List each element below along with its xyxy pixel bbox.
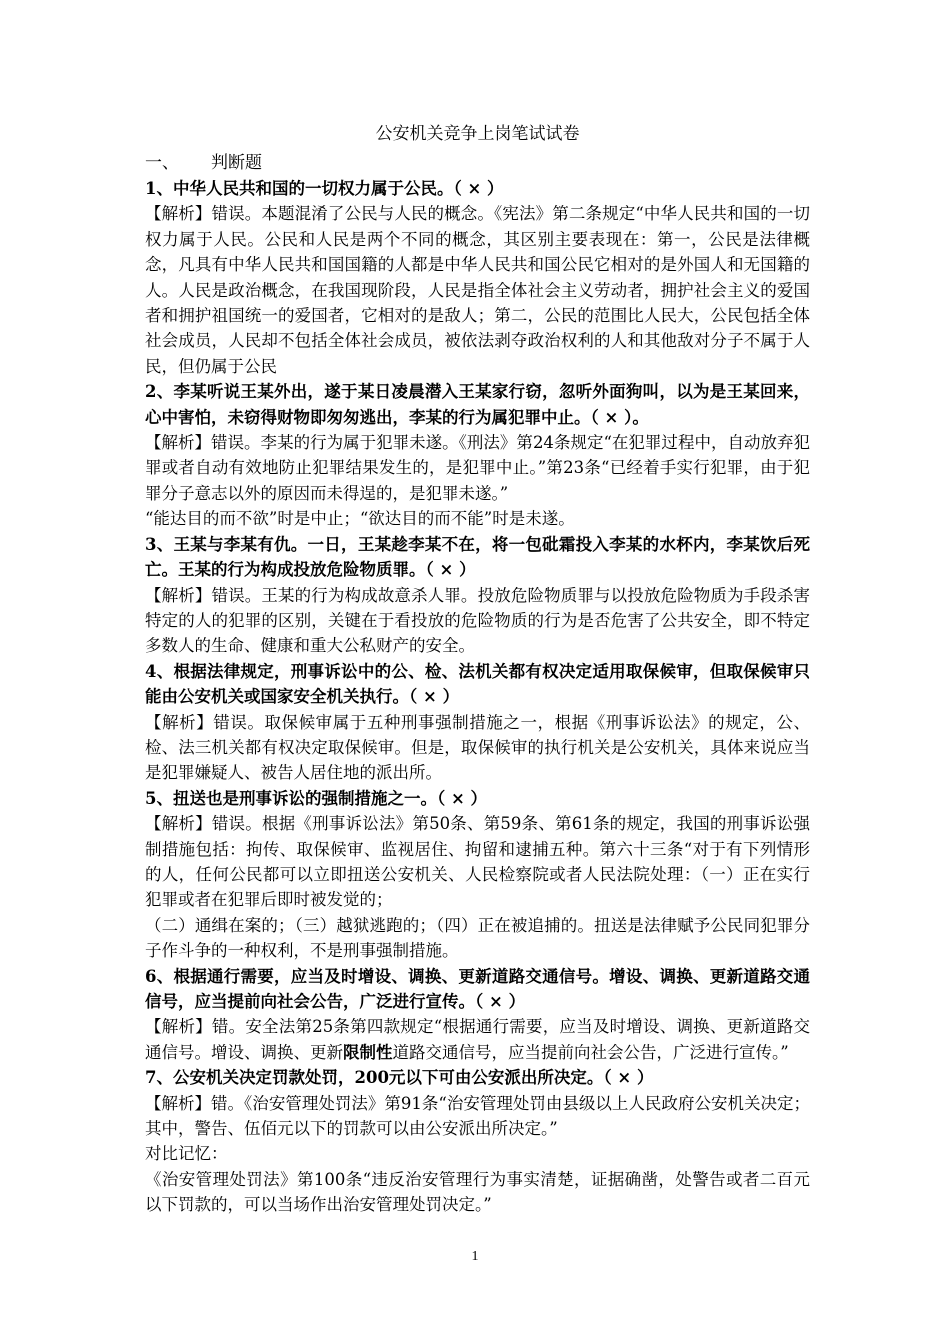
page-number: 1: [471, 1249, 479, 1264]
answer-1: 【解析】错误。本题混淆了公民与人民的概念。《宪法》第二条规定“中华人民共和国的一切权力属于人民。公民和人民是两个不同的概念，其区别主要表现在：第一，公民是法律概念，凡具有中华人民共和国国籍的人都是中华人民共和国公民它相对的是外国人和无国籍的人。人民是政治概念，在我国现阶段，人民是指全体社会主义劳动者，拥护社会主义的爱国者和拥护祖国统一的爱国者，它相对的是敌人；第二，公民的范围比人民大，公民包括全体社会成员，人民却不包括全体社会成员，被依法剥夺政治权利的人和其他敌对分子不属于人民，但仍属于公民: [145, 204, 810, 376]
answer-4: 【解析】错误。取保候审属于五种刑事强制措施之一，根据《刑事诉讼法》的规定，公、检、法三机关都有权决定取保候审。但是，取保候审的执行机关是公安机关，具体来说应当是犯罪嫌疑人、被告人居住地的派出所。: [145, 712, 810, 783]
question-3: 3、王某与李某有仇。一日，王某趁李某不在，将一包砒霜投入李某的水杯内，李某饮后死亡。王某的行为构成投放危险物质罪。（ × ）: [145, 534, 810, 580]
answer-5: 【解析】错误。根据《刑事诉讼法》第50条、第59条、第61条的规定，我国的刑事诉讼强制措施包括：拘传、取保候审、监视居住、拘留和逮捕五种。第六十三条“对于有下列情形的人，任何公民都可以立即扭送公安机关、人民检察院或者人民法院处理：（一）正在实行犯罪或者在犯罪后即时被发觉的；: [145, 814, 810, 910]
question-2: 2、李某听说王某外出，遂于某日凌晨潜入王某家行窃，忽听外面狗叫，以为是王某回来，心中害怕，未窃得财物即匆匆逃出，李某的行为属犯罪中止。（ × ）。: [145, 382, 810, 427]
compare-text: 《治安管理处罚法》第100条“违反治安管理行为事实清楚，证据确凿，处警告或者二百元以下罚款的，可以当场作出治安管理处罚决定。”: [145, 1169, 810, 1215]
question-1: 1、中华人民共和国的一切权力属于公民。（ × ）: [145, 179, 504, 198]
answer-6-before: 【解析】错。安全法第25条第四款规定“根据通行需要，应当及时增设、调换、更新道路交通信号。增设、调换、更新: [145, 1017, 810, 1062]
page-title: 公安机关竞争上岗笔试试卷: [375, 124, 580, 144]
section-number: 一、: [145, 153, 179, 173]
question-7: 7、公安机关决定罚款处罚，200元以下可由公安派出所决定。（ × ）: [145, 1068, 654, 1088]
question-4: 4、根据法律规定，刑事诉讼中的公、检、法机关都有权决定适用取保候审，但取保候审只能由公安机关或国家安全机关执行。（ × ）: [145, 661, 810, 707]
question-5: 5、扭送也是刑事诉讼的强制措施之一。（ × ）: [145, 788, 488, 808]
answer-6-emphasis: 限制性: [343, 1042, 393, 1062]
answer-2-note: “能达目的而不欲”时是中止；“欲达目的而不能”时是未遂。: [145, 509, 575, 529]
answer-2: 【解析】错误。李某的行为属于犯罪未遂。《刑法》第24条规定“在犯罪过程中，自动放弃犯罪或者自动有效地防止犯罪结果发生的，是犯罪中止。”第23条“已经着手实行犯罪，由于犯罪分子意志以外的原因而未得逞的，是犯罪未遂。”: [145, 433, 810, 503]
compare-label: 对比记忆：: [145, 1144, 228, 1164]
section-heading: [145, 151, 810, 176]
answer-3: 【解析】错误。王某的行为构成故意杀人罪。投放危险物质罪与以投放危险物质为手段杀害特定的人的犯罪的区别，关键在于看投放的危险物质的行为是否危害了公共安全，即不特定多数人的生命、健康和重大公私财产的安全。: [145, 585, 810, 656]
section-title: 判断题: [211, 153, 262, 173]
answer-7: 【解析】错。《治安管理处罚法》第91条“治安管理处罚由县级以上人民政府公安机关决定；其中，警告、伍佰元以下的罚款可以由公安派出所决定。”: [145, 1093, 810, 1139]
answer-5-continued: （二）通缉在案的；（三）越狱逃跑的；（四）正在被追捕的。扭送是法律赋予公民同犯罪分子作斗争的一种权利，不是刑事强制措施。: [145, 915, 810, 961]
answer-6-after: 道路交通信号，应当提前向社会公告，广泛进行宣传。”: [392, 1042, 789, 1062]
answer-6: [145, 1014, 810, 1065]
page-content: [145, 121, 810, 1218]
question-6: 6、根据通行需要，应当及时增设、调换、更新道路交通信号。增设、调换、更新道路交通信号，应当提前向社会公告，广泛进行宣传。（ × ）: [145, 966, 810, 1011]
